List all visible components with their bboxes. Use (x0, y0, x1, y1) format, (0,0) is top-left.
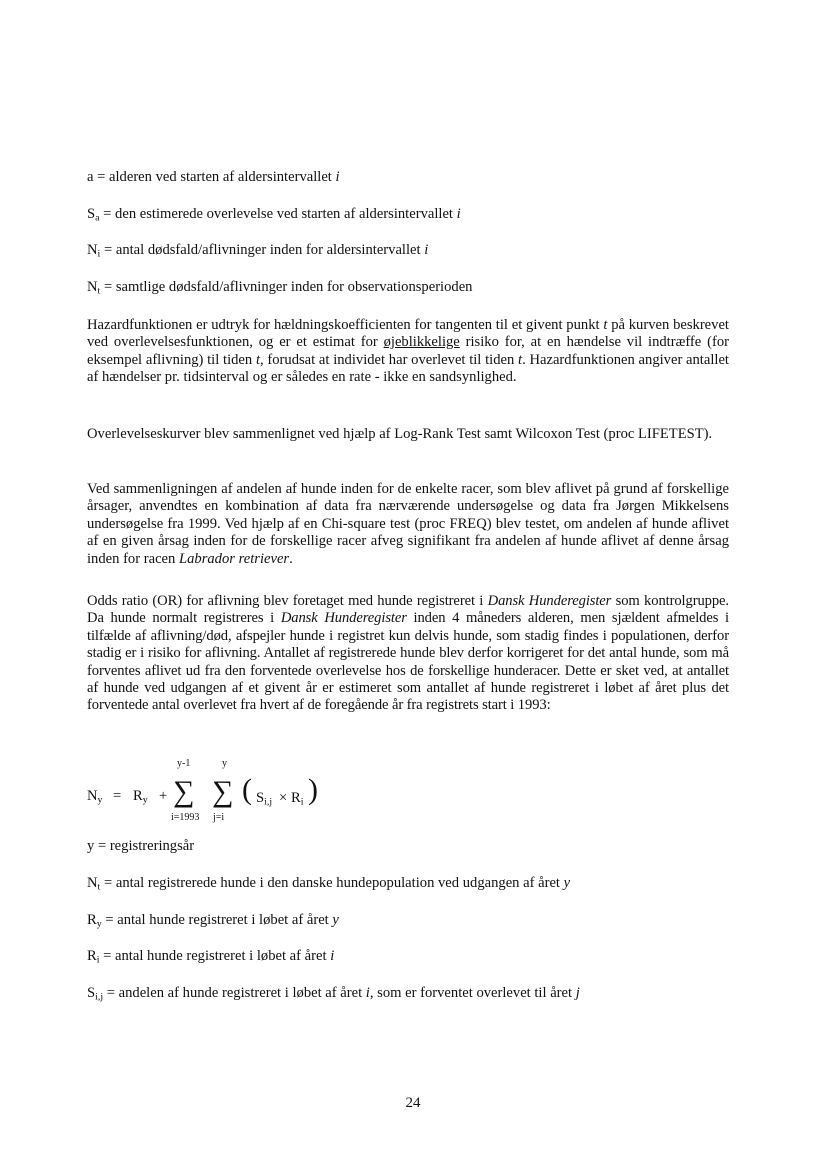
variable: i (456, 206, 461, 222)
sum1-symbol: ∑ (173, 775, 195, 808)
definition-ni (87, 242, 428, 259)
definition-text: = antal hunde registreret i løbet af året (99, 948, 331, 964)
sum1-upper: y-1 (177, 758, 191, 769)
formula-times: × (279, 790, 288, 806)
definition-a (87, 169, 340, 186)
subscript: t (97, 285, 101, 297)
symbol: S (87, 206, 96, 222)
definition-text: = antal hunde registreret i løbet af året (101, 912, 333, 928)
formula-sij: $S_{i,j}$ (256, 790, 273, 808)
open-paren: ( (242, 773, 252, 806)
subscript: a (95, 212, 100, 224)
definition-text: = andelen af hunde registreret i løbet af året (103, 985, 366, 1001)
definition-text: = antal dødsfald/aflivninger inden for aldersintervallet (100, 242, 425, 258)
subscript: i,j (95, 991, 104, 1003)
subscript: t (97, 881, 101, 893)
formula-lhs: $N_y$ (87, 788, 103, 806)
variable: i (424, 242, 429, 258)
formula-plus: + (159, 788, 168, 804)
formula (87, 756, 507, 826)
formula-ri: $R_i$ (291, 790, 304, 808)
definition-ri (87, 948, 334, 965)
symbol: N (87, 242, 98, 258)
subscript: i (96, 954, 100, 966)
sum2-upper: y (222, 758, 227, 769)
close-paren: ) (308, 773, 318, 806)
definition-text: = antal registrerede hunde i den danske hundepopulation ved udgangen af året (100, 875, 564, 891)
variable: y (563, 875, 571, 891)
symbol: y (87, 838, 95, 854)
variable: y (332, 912, 339, 928)
symbol: S (87, 985, 96, 1001)
definition-sa (87, 206, 461, 223)
definition-nt-population (87, 875, 570, 892)
formula-r: $R_y$ (133, 788, 148, 806)
symbol: N (87, 875, 98, 891)
definition-text: = samtlige dødsfald/aflivninger inden for observationsperioden (100, 279, 473, 295)
variable: i (335, 169, 340, 185)
variable: i (330, 948, 335, 964)
definition-text: , som er forventet overlevet til året (369, 985, 576, 1001)
formula-equals: = (113, 788, 122, 804)
sum2-lower: j=i (213, 812, 225, 823)
page-number: 24 (405, 1095, 421, 1111)
definition-nt (87, 279, 472, 296)
symbol: N (87, 279, 98, 295)
symbol: a (87, 169, 94, 185)
symbol: R (87, 948, 97, 964)
symbol: R (87, 912, 97, 928)
paragraph-comparison: Ved sammenligningen af andelen af hunde inden for de enkelte racer, som blev aflivet på grund af forskellige årsager, anvendtes en kombination af data fra nærværende undersøgelse og data fra Jørgen Mikkelsens undersøgelse fra 1999. Ved hjælp af en Chi-square test (proc FREQ) blev testet, om andelen af hunde aflivet af en given årsag inden for de forskellige racer afveg signifikant fra andelen af hunde aflivet af denne årsag inden for racen Labrador retriever. (87, 481, 729, 567)
paragraph-hazard: Hazardfunktionen er udtryk for hældningskoefficienten for tangenten til et givent punkt t på kurven beskrevet ved overlevelsesfunktionen, og er et estimat for øjeblikkelige risiko for, at en hændelse vil indtræffe (for eksempel aflivning) til tiden t, forudsat at individet har overlevet til tiden t. Hazardfunktionen angiver antallet af hændelser pr. tidsinterval og er således en rate - ikke en sandsynlighed. (87, 317, 729, 386)
definition-y (87, 838, 194, 855)
definition-text: = registreringsår (94, 838, 195, 854)
definition-ry (87, 912, 339, 929)
variable: i (365, 985, 370, 1001)
definition-text: = alderen ved starten af aldersintervallet (93, 169, 336, 185)
subscript: i (97, 248, 101, 260)
sum1-lower: i=1993 (171, 812, 200, 823)
subscript: y (96, 918, 102, 930)
paragraph-odds-ratio: Odds ratio (OR) for aflivning blev foretaget med hunde registreret i Dansk Hunderegister som kontrolgruppe. Da hunde normalt registreres i Dansk Hunderegister inden 4 måneders alderen, men sjældent afmeldes i tilfælde af aflivning/død, afspejler hunde i registret kun delvis hunde, som stadig findes i populationen, derfor stadig er i risiko for aflivning. Antallet af registrerede hunde blev derfor korrigeret for det antal hunde, som må forventes aflivet ud fra den forventede overlevelse hos de forskellige hunderacer. Dette er sket ved, at antallet af hunde ved udgangen af et givent år er estimeret som antallet af hunde registreret i løbet af året plus det forventede antal overlevet fra hvert af de foregående år fra registrets start i 1993: (87, 593, 729, 714)
paragraph-survival: Overlevelseskurver blev sammenlignet ved hjælp af Log-Rank Test samt Wilcoxon Test (proc LIFETEST). (87, 426, 713, 442)
sum2-symbol: ∑ (212, 775, 234, 808)
variable: j (575, 985, 580, 1001)
underlined-word: øjeblikkelige (383, 334, 460, 351)
definition-sij (87, 985, 580, 1002)
definition-text: = den estimerede overlevelse ved starten af aldersintervallet (99, 206, 457, 222)
